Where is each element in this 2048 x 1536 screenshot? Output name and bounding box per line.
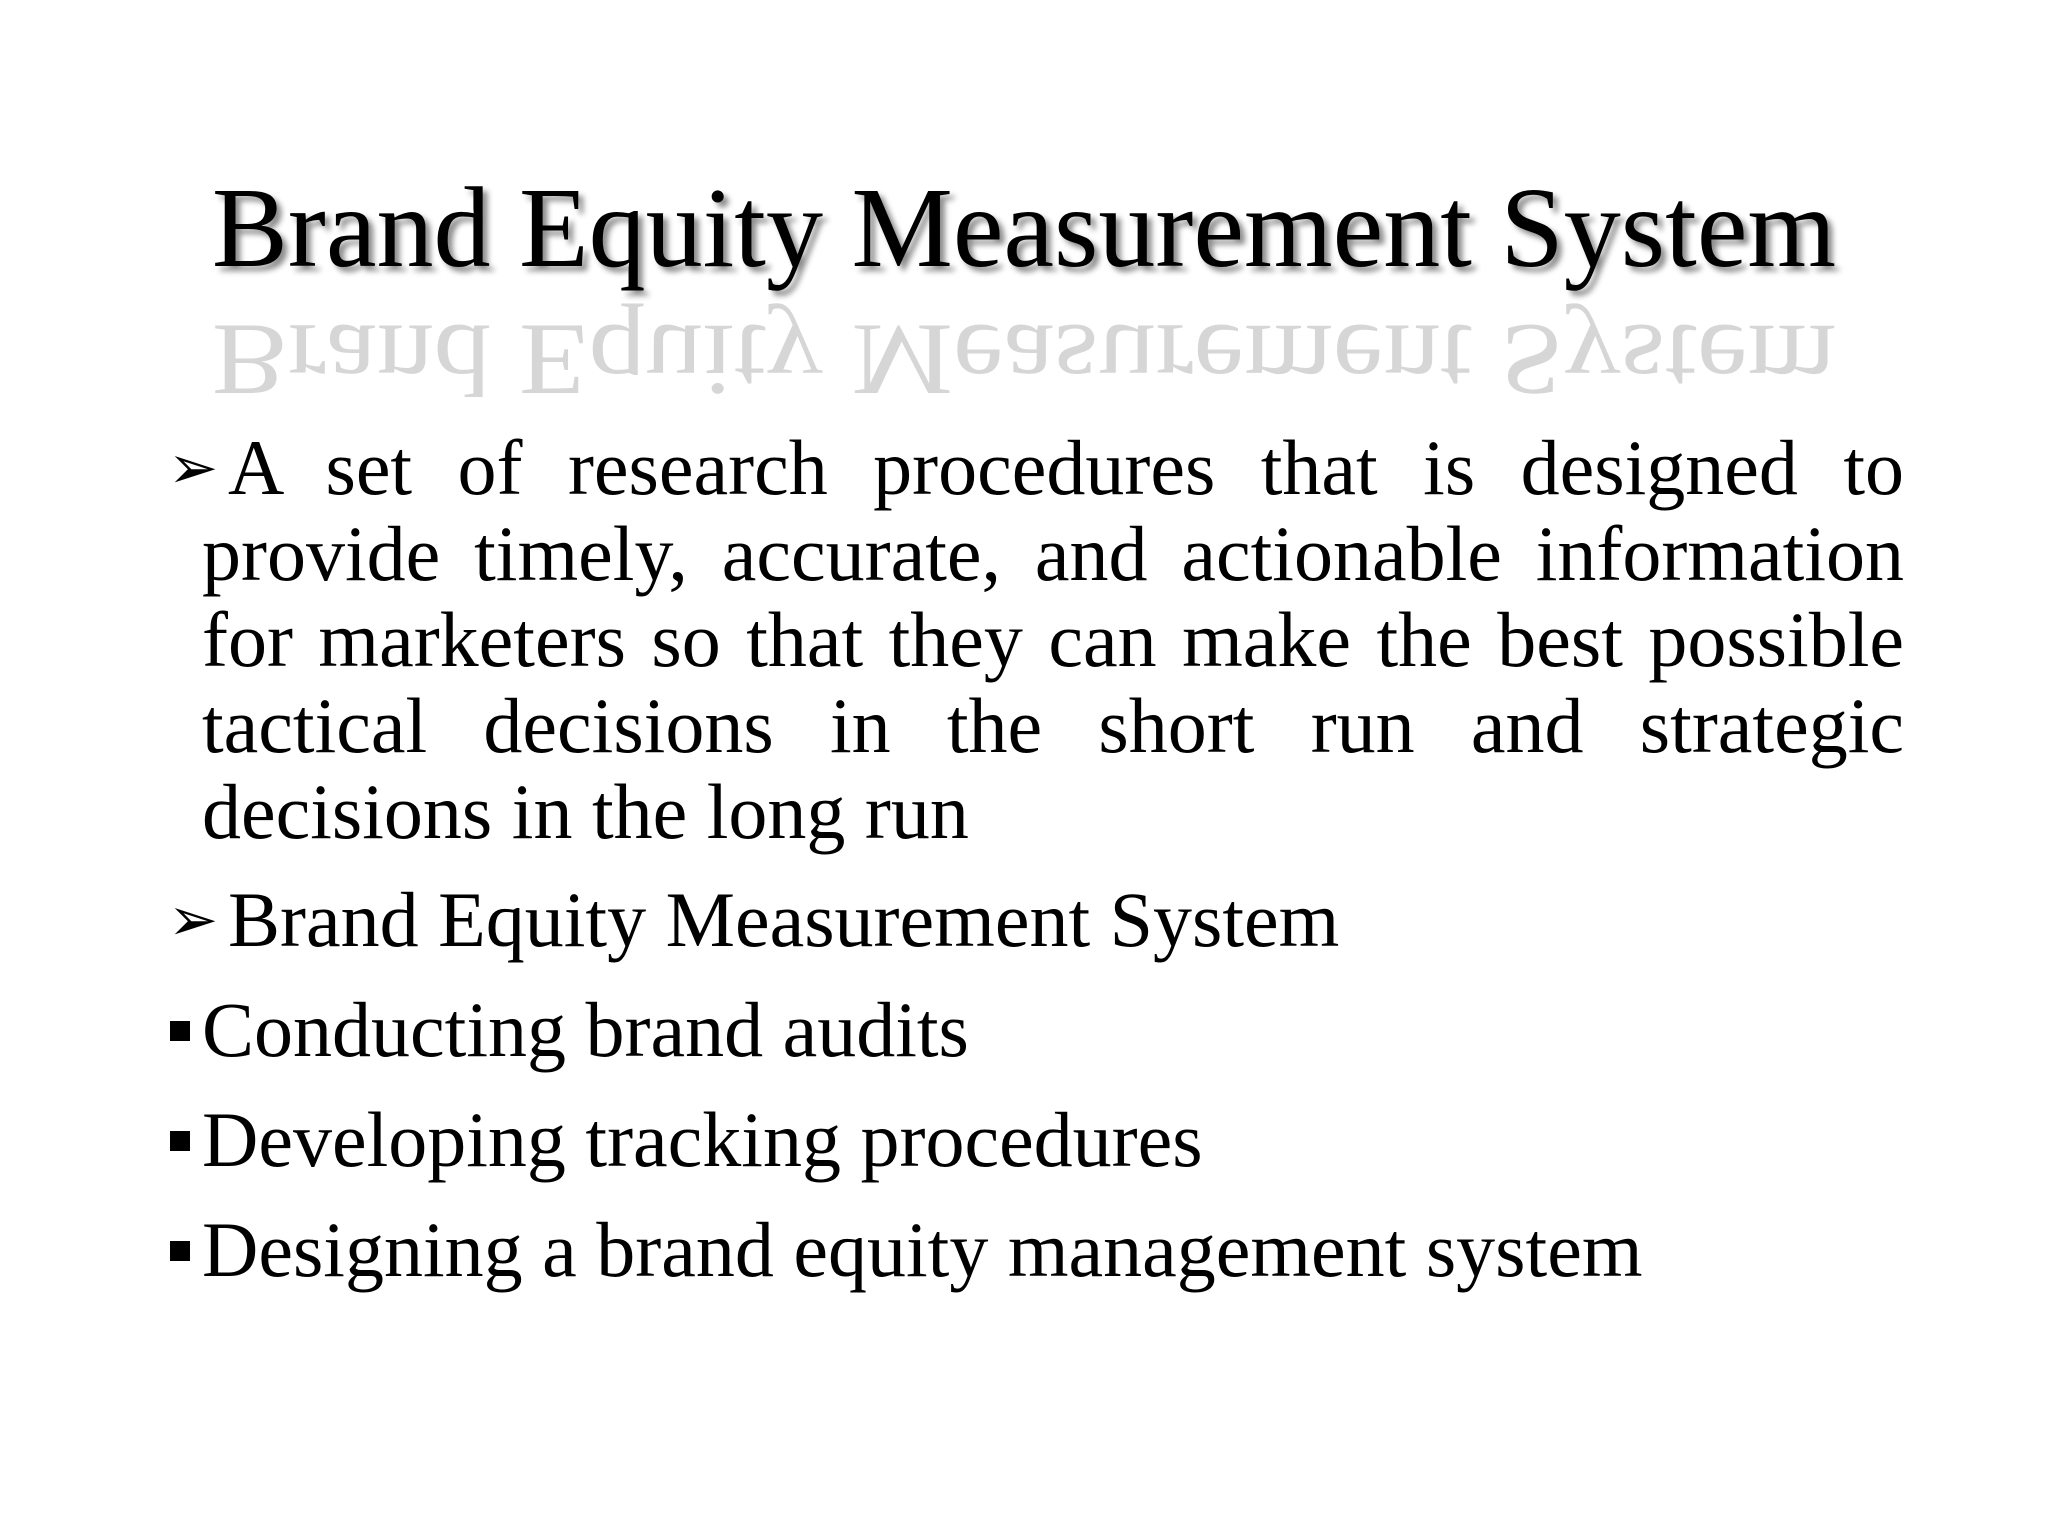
bullet-item-management xyxy=(168,1207,1904,1293)
bullet-item-definition xyxy=(168,425,1904,855)
arrow-bullet-icon: ➢ xyxy=(168,887,219,953)
slide-title: Brand Equity Measurement System xyxy=(211,164,1837,291)
square-bullet-icon xyxy=(170,1241,190,1261)
title-reflection-text: Brand Equity Measurement System xyxy=(211,303,1837,418)
title-area xyxy=(0,164,2048,291)
bullet-item-audits xyxy=(168,987,1904,1073)
bullet-text-definition: A set of research procedures that is designed to provide timely, accurate, and actionable information for marketers so that they can make the best possible tactical decisions in the short run and strategic decisions in the long run xyxy=(202,424,1904,855)
bullet-text-tracking: Developing tracking procedures xyxy=(202,1096,1203,1183)
bullet-item-system xyxy=(168,877,1904,963)
bullet-text-audits: Conducting brand audits xyxy=(202,986,969,1073)
bullet-list xyxy=(168,425,1904,1293)
square-bullet-icon xyxy=(170,1021,190,1041)
arrow-bullet-icon: ➢ xyxy=(168,435,219,501)
bullet-text-system: Brand Equity Measurement System xyxy=(228,876,1340,963)
square-bullet-icon xyxy=(170,1131,190,1151)
title-reflection xyxy=(0,303,2048,418)
bullet-item-tracking xyxy=(168,1097,1904,1183)
bullet-text-management: Designing a brand equity management system xyxy=(202,1206,1643,1293)
